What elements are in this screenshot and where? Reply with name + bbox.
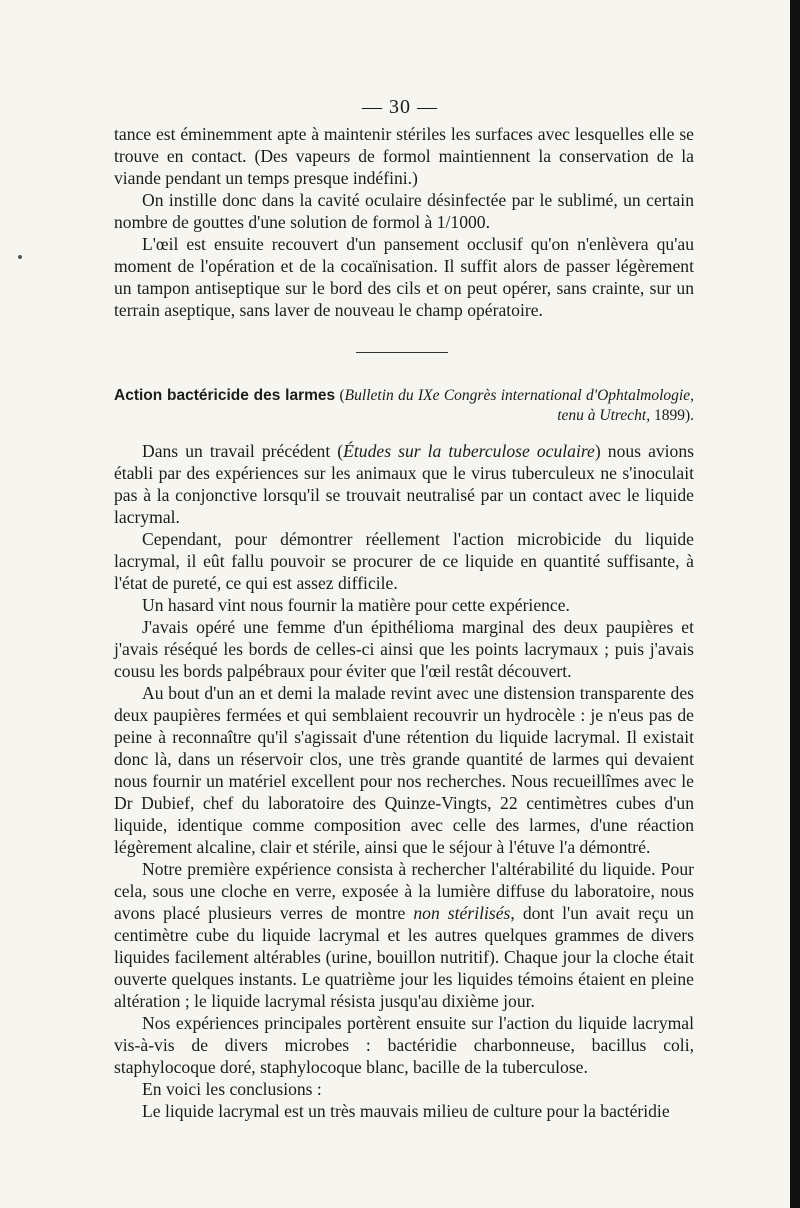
paragraph: On instille donc dans la cavité oculaire désinfectée par le sublimé, un certain nombre de gouttes d'une solution de formol à 1/1000.: [114, 190, 694, 232]
text-run: , dont l'un avait reçu un centimètre cube du liquide lacrymal et les autres quelques grammes de divers liquides facilement altérables (urine, bouillon nutritif). Chaque jour la cloche était ouverte quelques instants. Le quatrième jour les liquides témoins étaient en pleine altération ; le liquide lacrymal résista jusqu'au dixième jour.: [114, 903, 694, 1011]
paragraph: tance est éminemment apte à maintenir stériles les surfaces avec lesquelles elle se trouve en contact. (Des vapeurs de formol maintiennent la conservation de la viande pendant un temps presque indéfini.): [114, 124, 694, 188]
paragraph: En voici les conclusions :: [142, 1079, 322, 1099]
scan-edge-shadow: [790, 0, 800, 1208]
heading-year: 1899).: [650, 407, 694, 424]
journal-citation: Bulletin du IXe Congrès international d'Ophtalmologie, tenu à Utrecht,: [344, 387, 694, 424]
text-run: ) nous avions établi par des expériences sur les animaux que le virus tuberculeux ne s'inoculait pas à la conjonctive lorsqu'il se trouvait neutralisé par un contact avec le liquide lacrymal.: [114, 441, 694, 527]
paragraph: Le liquide lacrymal est un très mauvais milieu de culture pour la bactéridie: [142, 1101, 670, 1121]
section-formol: [114, 123, 694, 321]
text-run: Dans un travail précédent (: [142, 441, 344, 461]
text-run: Notre première expérience consista à rechercher l'altérabilité du liquide. Pour cela, sous une cloche en verre, exposée à la lumière diffuse du laboratoire, nous avons placé plusieurs verres de montre: [114, 859, 694, 923]
paragraph: Cependant, pour démontrer réellement l'action microbicide du liquide lacrymal, il eût fallu pouvoir se procurer de ce liquide en quantité suffisante, à l'état de pureté, ce qui est assez difficile.: [114, 529, 694, 593]
article-title: Action bactéricide des larmes: [114, 387, 336, 404]
italic-term: non stérilisés: [413, 903, 511, 923]
paragraph: [114, 858, 694, 1012]
section-larmes: [114, 440, 694, 1122]
section-divider: [356, 352, 448, 353]
page-number: — 30 —: [362, 96, 438, 118]
paragraph: J'avais opéré une femme d'un épithélioma marginal des deux paupières et j'avais réséqué les bords de celles-ci ainsi que les points lacrymaux ; puis j'avais cousu les bords palpébraux pour éviter que l'œil restât découvert.: [114, 617, 694, 681]
article-heading: [114, 386, 694, 426]
italic-title: Études sur la tuberculose oculaire: [343, 441, 595, 461]
paragraph: Au bout d'un an et demi la malade revint avec une distension transparente des deux paupières fermées et qui semblaient recouvrir un hydrocèle : je n'eus pas de peine à reconnaître qu'il s'agissait d'une rétention du liquide lacrymal. Il existait donc là, dans un réservoir clos, une très grande quantité de larmes qui devaient nous fournir un matériel excellent pour nos recherches. Nous recueillîmes avec le Dr Dubief, chef du laboratoire des Quinze-Vingts, 22 centimètres cubes d'un liquide, identique comme composition avec celle des larmes, d'une réaction légèrement alcaline, clair et stérile, ainsi que le séjour à l'étuve l'a démontré.: [114, 683, 694, 857]
paragraph: Nos expériences principales portèrent ensuite sur l'action du liquide lacrymal vis-à-vis de divers microbes : bactéridie charbonneuse, bacillus coli, staphylocoque doré, staphylocoque blanc, bacille de la tuberculose.: [114, 1013, 694, 1077]
scan-speck: [18, 255, 22, 259]
paragraph: L'œil est ensuite recouvert d'un pansement occlusif qu'on n'enlèvera qu'au moment de l'opération et de la cocaïnisation. Il suffit alors de passer légèrement un tampon antiseptique sur le bord des cils et on peut opérer, sans crainte, sur un terrain aseptique, sans laver de nouveau le champ opératoire.: [114, 234, 694, 320]
paragraph: Un hasard vint nous fournir la matière pour cette expérience.: [142, 595, 570, 615]
heading-open-paren: (: [335, 387, 345, 404]
paragraph: [114, 440, 694, 528]
